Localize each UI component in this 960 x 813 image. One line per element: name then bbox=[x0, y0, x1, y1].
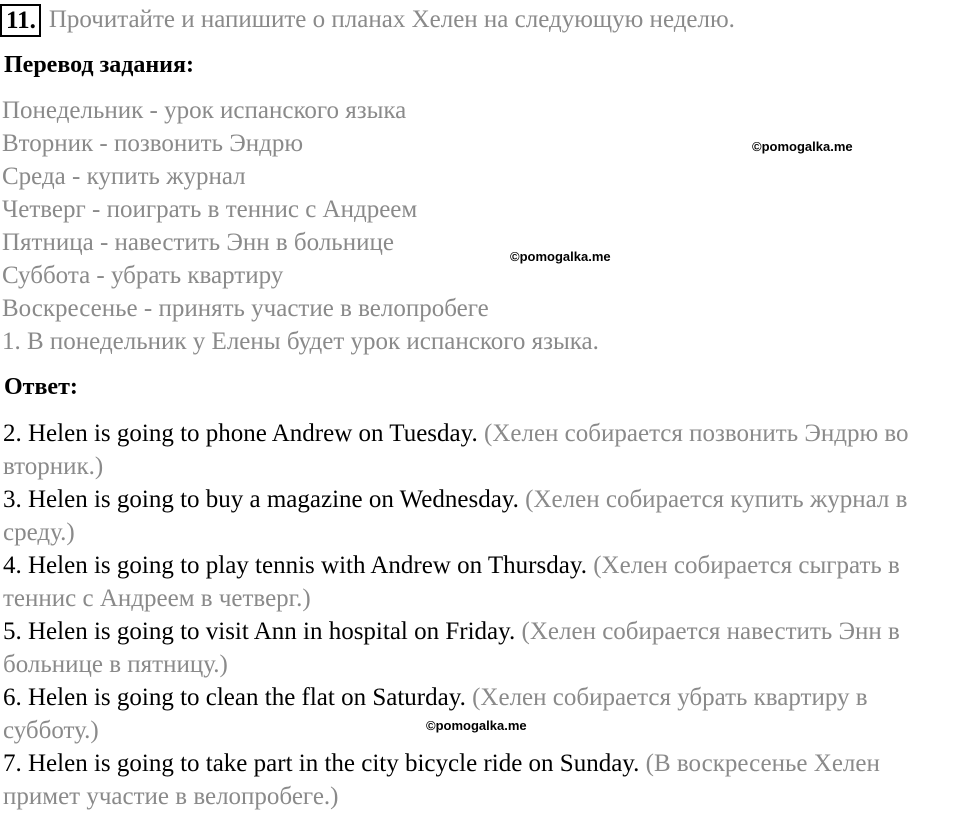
plan-item: Воскресенье - принять участие в велопробеге bbox=[2, 295, 489, 322]
answer-english: 7. Helen is going to take part in the city bicycle ride on Sunday. bbox=[3, 750, 640, 777]
plan-item: Среда - купить журнал bbox=[2, 163, 246, 190]
plan-item: Суббота - убрать квартиру bbox=[2, 262, 284, 289]
answer-english: 4. Helen is going to play tennis with Andrew on Thursday. bbox=[3, 552, 587, 579]
watermark: ©pomogalka.me bbox=[426, 718, 527, 733]
task-header bbox=[0, 2, 735, 38]
task-instruction: Прочитайте и напишите о планах Хелен на следующую неделю. bbox=[48, 6, 735, 33]
answer-item bbox=[3, 747, 958, 813]
answer-item bbox=[3, 681, 958, 747]
answer-russian: (Хелен собирается убрать квартиру в субботу.) bbox=[3, 684, 868, 744]
answer-russian: (Хелен собирается сыграть в теннис с Андреем в четверг.) bbox=[3, 552, 900, 612]
plan-item: Четверг - поиграть в теннис с Андреем bbox=[2, 196, 418, 223]
answer-item bbox=[3, 417, 958, 483]
answer-english: 6. Helen is going to clean the flat on Saturday. bbox=[3, 684, 466, 711]
plan-list bbox=[2, 94, 599, 358]
answer-list bbox=[3, 417, 958, 813]
answer-english: 2. Helen is going to phone Andrew on Tuesday. bbox=[3, 420, 478, 447]
plan-item: Пятница - навестить Энн в больнице bbox=[2, 229, 394, 256]
translation-heading: Перевод задания: bbox=[4, 52, 194, 78]
answer-heading: Ответ: bbox=[4, 374, 78, 400]
answer-russian: (Хелен собирается навестить Энн в больнице в пятницу.) bbox=[3, 618, 900, 678]
answer-item bbox=[3, 549, 958, 615]
answer-russian: (В воскресенье Хелен примет участие в велопробеге.) bbox=[3, 750, 880, 810]
answer-russian: (Хелен собирается позвонить Эндрю во вторник.) bbox=[3, 420, 909, 480]
watermark: ©pomogalka.me bbox=[510, 249, 611, 264]
answer-item bbox=[3, 483, 958, 549]
plan-item: Вторник - позвонить Эндрю bbox=[2, 130, 304, 157]
answer-russian: (Хелен собирается купить журнал в среду.) bbox=[3, 486, 908, 546]
answer-item bbox=[3, 615, 958, 681]
task-number: 11. bbox=[0, 4, 41, 37]
watermark: ©pomogalka.me bbox=[752, 139, 853, 154]
answer-english: 5. Helen is going to visit Ann in hospital on Friday. bbox=[3, 618, 516, 645]
plan-item: 1. В понедельник у Елены будет урок испанского языка. bbox=[2, 328, 599, 355]
answer-english: 3. Helen is going to buy a magazine on Wednesday. bbox=[3, 486, 519, 513]
plan-item: Понедельник - урок испанского языка bbox=[2, 97, 407, 124]
